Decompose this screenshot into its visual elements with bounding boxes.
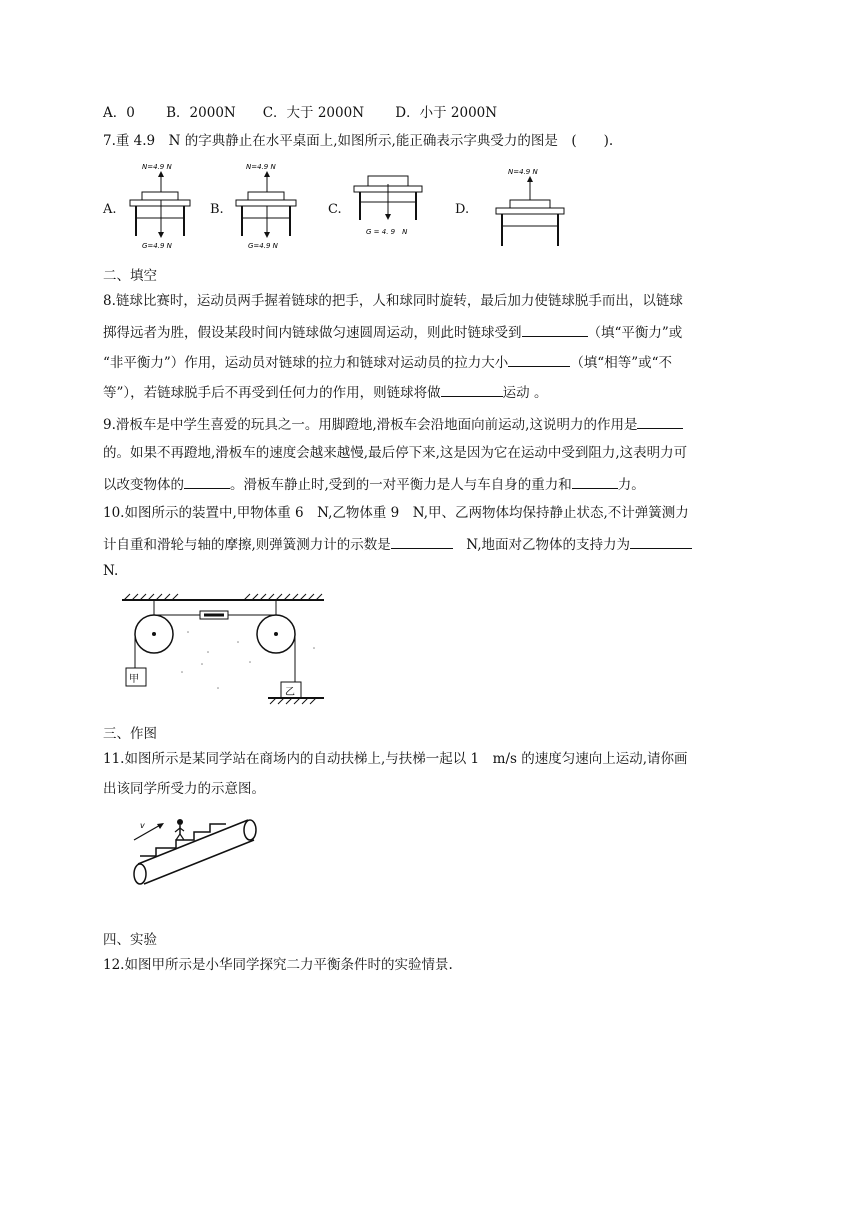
q7-d-normal-force-label: N=4.9 N (508, 168, 538, 176)
q9-blank-3[interactable] (572, 474, 618, 489)
q11-line-2: 出该同学所受力的示意图。 (103, 781, 265, 797)
q10-blank-2[interactable] (630, 534, 692, 549)
q7-stem: 7.重 4.9 N 的字典静止在水平桌面上,如图所示,能正确表示字典受力的图是 ( ). (103, 133, 614, 149)
section-heading-experiment: 四、实验 (103, 932, 157, 948)
q9-line-2: 的。如果不再蹬地,滑板车的速度会越来越慢,最后停下来,这是因为它在运动中受到阻力,这表明力可 (103, 445, 688, 461)
q8-blank-3[interactable] (441, 382, 503, 397)
q11-escalator-figure (126, 810, 260, 888)
q12-stem: 12.如图甲所示是小华同学探究二力平衡条件时的实验情景. (103, 957, 453, 973)
q11-line-1: 11.如图所示是某同学站在商场内的自动扶梯上,与扶梯一起以 1 m/s 的速度匀速向上运动,请你画 (103, 751, 688, 767)
q7-option-c-label: C. (328, 202, 342, 217)
q10-line-2: 计自重和滑轮与轴的摩擦,则弹簧测力计的示数是 N,地面对乙物体的支持力为 (103, 534, 692, 554)
q7-b-gravity-label: G=4.9 N (248, 242, 278, 250)
q7-b-normal-force-label: N=4.9 N (246, 163, 276, 171)
q10-label-yi: 乙 (285, 687, 295, 698)
section-heading-drawing: 三、作图 (103, 726, 157, 742)
q7-option-b-label: B. (210, 202, 224, 217)
q8-blank-1[interactable] (522, 322, 588, 337)
q7-c-gravity-label: G = 4. 9 N (366, 228, 408, 236)
q9-blank-2[interactable] (184, 474, 230, 489)
q8-blank-2[interactable] (508, 352, 570, 367)
q8-line-2: 掷得远者为胜，假设某段时间内链球做匀速圆周运动，则此时链球受到 （填“平衡力”或 (103, 322, 682, 342)
q10-pulley-figure (118, 592, 330, 706)
q7-a-normal-force-label: N=4.9 N (142, 163, 172, 171)
q9-line-3: 以改变物体的 。滑板车静止时,受到的一对平衡力是人与车自身的重力和 力。 (103, 474, 645, 494)
q10-blank-1[interactable] (391, 534, 453, 549)
q7-figure-d (490, 164, 570, 250)
q9-blank-1[interactable] (637, 414, 683, 429)
q6-options: A．0 B．2000N C．大于 2000N D．小于 2000N (103, 105, 498, 121)
section-heading-fill-in: 二、填空 (103, 268, 157, 284)
q7-figure-a (120, 160, 200, 252)
q11-velocity-label: v (140, 821, 145, 830)
q7-a-gravity-label: G=4.9 N (142, 242, 172, 250)
q10-line-1: 10.如图所示的装置中,甲物体重 6 N,乙物体重 9 N,甲、乙两物体均保持静止状态,不计弹簧测力 (103, 505, 689, 521)
q8-line-4: 等”），若链球脱手后不再受到任何力的作用，则链球将做 运动 。 (103, 382, 547, 402)
q7-figure-b (226, 160, 306, 252)
q7-option-d-label: D. (455, 202, 470, 217)
q8-line-1: 8.链球比赛时，运动员两手握着链球的把手，人和球同时旋转，最后加力使链球脱手而出，以链球 (103, 293, 683, 309)
q10-label-jia: 甲 (129, 674, 139, 685)
q7-option-a-label: A. (103, 202, 117, 217)
q10-line-3: N. (103, 563, 119, 579)
q7-figure-c (348, 170, 428, 242)
q8-line-3: “非平衡力”）作用，运动员对链球的拉力和链球对运动员的拉力大小 （填“相等”或“不 (103, 352, 672, 372)
q9-line-1: 9.滑板车是中学生喜爱的玩具之一。用脚蹬地,滑板车会沿地面向前运动,这说明力的作用是 (103, 414, 683, 434)
